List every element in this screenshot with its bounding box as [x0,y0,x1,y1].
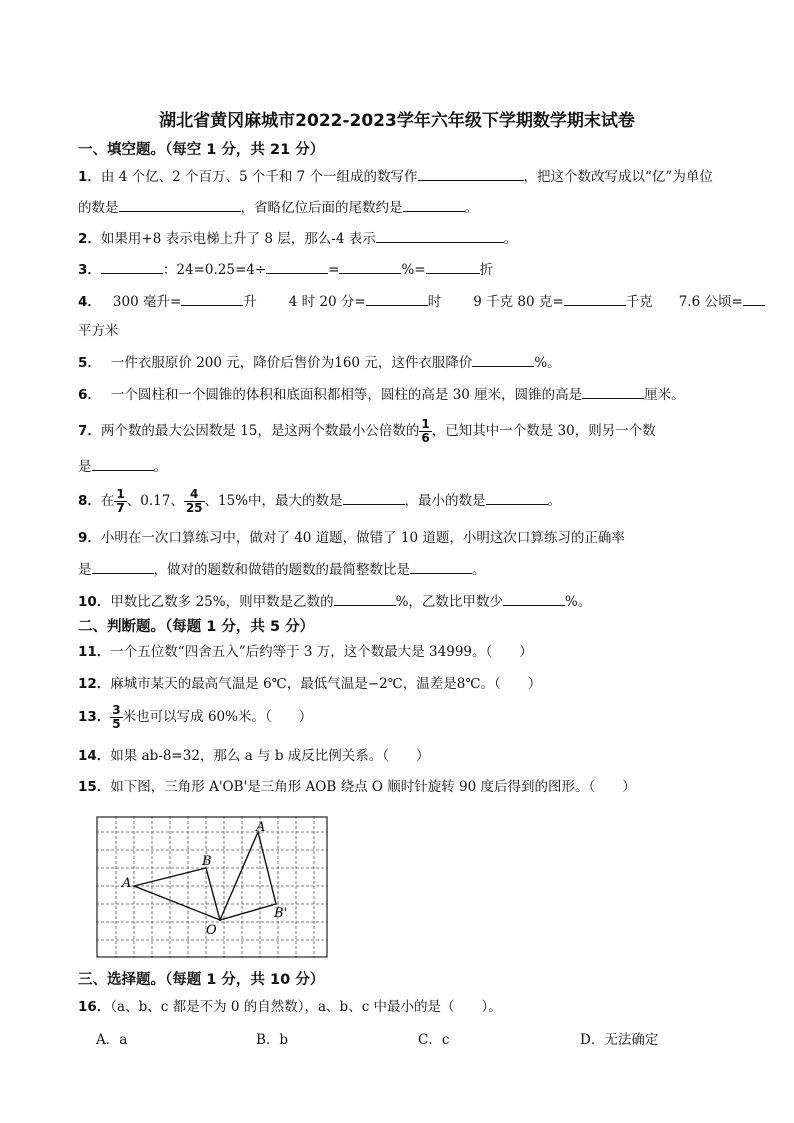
answer-blank[interactable] [92,456,154,471]
question-text: 厘米。 [644,387,685,403]
fraction: $\frac{4}{25}$ [185,487,203,515]
section-true-false-heading: 二、判断题。（每题 1 分，共 5 分） [78,619,315,635]
answer-blank[interactable] [472,352,534,367]
question-number: 15． [78,779,111,795]
fraction: $\frac{1}{6}$ [421,417,430,445]
question-6 [78,384,685,405]
question-text: 如下图，三角形 A'OB'是三角形 AOB 绕点 O 顺时针旋转 90 度后得到的图形。（ ） [110,779,636,795]
question-number: 16． [78,999,111,1015]
question-text: %= [401,262,426,278]
question-text: 。 [153,459,167,475]
question-3 [78,259,493,280]
label-a-prime: A [256,820,266,835]
page-title: 湖北省黄冈麻城市2022-2023学年六年级下学期数学期末试卷 [159,111,635,131]
question-text: 300 毫升= [112,294,182,310]
question-15 [78,777,636,797]
question-number: 5． [78,355,101,371]
triangle-aob [134,868,220,920]
fraction: $\frac{1}{7}$ [116,487,125,515]
option-c[interactable]: C．c [418,1032,450,1048]
answer-blank[interactable] [418,166,524,181]
question-text: 、0.17、 [126,493,184,509]
rotation-figure [96,816,328,958]
question-9-line-1 [78,528,625,548]
question-2 [78,228,517,249]
fraction: $\frac{3}{5}$ [112,703,121,731]
answer-blank[interactable] [343,490,405,505]
question-9-line-2 [78,559,486,580]
label-a: A [122,876,132,891]
question-text: 。 [503,231,518,247]
question-text: 。 [464,200,478,216]
label-o: O [206,923,217,938]
label-b-prime: B' [274,906,288,921]
question-number: 11． [78,644,111,660]
question-text: 在 [100,493,115,509]
question-number: 6． [78,387,101,403]
answer-blank[interactable] [410,559,472,574]
answer-blank[interactable] [266,259,328,274]
question-text: （a、b、c 都是不为 0 的自然数），a、b、c 中最小的是（ ）。 [110,999,502,1015]
question-text: 的数是 [78,200,119,216]
answer-blank[interactable] [366,291,428,306]
question-11 [78,642,533,662]
question-number: 3． [78,262,101,278]
question-text: 一个五位数“四舍五入”后约等于 3 万，这个数最大是 34999。（ ） [110,644,533,660]
question-number: 2． [78,231,101,247]
question-number: 14． [78,748,111,764]
question-text: 、15%中，最大的数是 [204,493,343,509]
question-1-line-2 [78,197,478,218]
question-16 [78,997,502,1017]
question-text: 小明在一次口算练习中，做对了 40 道题，做错了 10 道题，小明这次口算练习的正确率 [100,530,625,546]
question-4-line-2 [78,321,119,341]
option-b[interactable]: B．b [256,1032,289,1048]
section-fill-in-heading: 一、填空题。（每空 1 分，共 21 分） [78,142,325,158]
question-text: 折 [479,262,494,278]
question-text: 升 [243,294,257,310]
question-number: 13． [78,709,111,725]
option-a[interactable]: A．a [96,1032,128,1048]
question-text: ，把这个数改写成以“亿”为单位 [523,169,713,185]
question-text: 由 4 个亿、2 个百万、5 个千和 7 个一组成的数写作 [100,169,418,185]
answer-blank[interactable] [92,559,154,574]
question-number: 9． [78,530,101,546]
question-1-line-1 [78,166,713,187]
question-number: 1． [78,169,101,185]
question-text: 米也可以写成 60%米。（ ） [122,709,313,725]
question-text: 千克 [625,294,653,310]
question-text: 麻城市某天的最高气温是 6℃，最低气温是−2℃，温差是8℃。（ ） [110,676,542,692]
question-number: 7． [78,423,101,439]
question-text: 是 [78,459,92,475]
question-7-line-1 [78,418,656,445]
question-text: 两个数的最大公因数是 15，是这两个数最小公倍数的 [100,423,420,439]
question-text: = [328,262,340,278]
question-text: %。 [564,594,592,610]
question-8 [78,488,561,515]
answer-blank[interactable] [426,259,480,274]
answer-blank[interactable] [101,259,163,274]
question-text: 。 [472,562,486,578]
question-14 [78,746,430,766]
answer-blank[interactable] [582,384,644,399]
option-d[interactable]: D．无法确定 [580,1032,659,1048]
label-b: B [202,854,212,869]
question-7-line-2 [78,456,167,477]
grid-diagram [96,816,328,958]
answer-blank[interactable] [334,591,396,606]
question-text: 是 [78,562,92,578]
question-text: 9 千克 80 克= [473,294,564,310]
triangle-a-prime-o-b-prime [220,832,276,920]
question-text: ，省略亿位后面的尾数约是 [240,200,403,216]
question-text: 如果 ab-8=32，那么 a 与 b 成反比例关系。（ ） [110,748,430,764]
question-text: ，做对的题数和做错的题数的最简整数比是 [153,562,410,578]
question-10 [78,591,591,612]
answer-blank[interactable] [403,197,465,212]
question-12 [78,674,541,694]
question-text: 。 [547,493,562,509]
question-number: 8． [78,493,101,509]
question-5 [78,352,561,373]
answer-blank[interactable] [119,197,241,212]
question-text: 平方米 [78,323,119,339]
answer-blank[interactable] [503,591,565,606]
question-text: 一件衣服原价 200 元，降价后售价为160 元，这件衣服降价 [110,355,473,371]
answer-blank[interactable] [339,259,401,274]
question-text: %。 [534,355,561,371]
answer-blank[interactable] [181,291,243,306]
question-text: ：24=0.25=4÷ [162,262,267,278]
question-text: 7.6 公顷= [678,294,743,310]
question-number: 12． [78,676,111,692]
answer-blank[interactable] [743,291,765,306]
question-text: 4 时 20 分= [288,294,366,310]
question-text: 时 [427,294,442,310]
answer-blank[interactable] [564,291,626,306]
question-text: ，已知其中一个数是 30，则另一个数 [431,423,656,439]
section-multiple-choice-heading: 三、选择题。（每题 1 分，共 10 分） [78,972,325,988]
question-4-line-1 [78,291,765,312]
answer-blank[interactable] [376,228,504,243]
question-text: 一个圆柱和一个圆锥的体积和底面积都相等，圆柱的高是 30 厘米，圆锥的高是 [110,387,583,403]
question-text: %，乙数比甲数少 [395,594,503,610]
question-text: 如果用+8 表示电梯上升了 8 层，那么-4 表示 [100,231,376,247]
question-number: 10． [78,594,111,610]
answer-blank[interactable] [486,490,548,505]
question-13 [78,704,312,731]
question-text: ，最小的数是 [404,493,486,509]
question-number: 4． [78,294,101,310]
question-text: 甲数比乙数多 25%，则甲数是乙数的 [110,594,334,610]
